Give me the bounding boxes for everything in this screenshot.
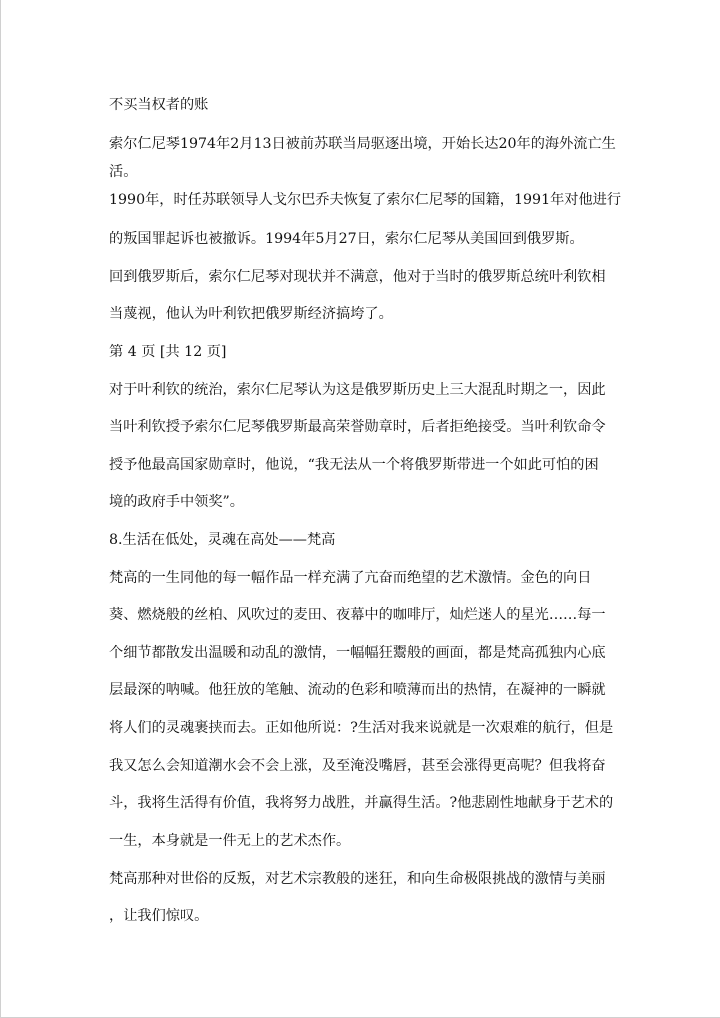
paragraph-line: ，让我们惊叹。 [109, 908, 209, 924]
paragraph-line: 活。 [109, 164, 138, 180]
paragraph-line: 当叶利钦授予索尔仁尼琴俄罗斯最高荣誉勋章时，后者拒绝接受。当叶利钦命令 [109, 419, 606, 435]
paragraph-line: 梵高那种对世俗的反叛，对艺术宗教般的迷狂，和向生命极限挑战的激情与美丽 [109, 871, 606, 887]
paragraph-line: 索尔仁尼琴1974年2月13日被前苏联当局驱逐出境，开始长达20年的海外流亡生 [109, 136, 616, 152]
paragraph-line: 1990年，时任苏联领导人戈尔巴乔夫恢复了索尔仁尼琴的国籍，1991年对他进行 [109, 192, 622, 208]
paragraph-line: 梵高的一生同他的每一幅作品一样充满了亢奋而绝望的艺术激情。金色的向日 [109, 570, 592, 586]
paragraph-line: 将人们的灵魂裹挟而去。正如他所说：?生活对我来说就是一次艰难的航行，但是 [109, 720, 614, 736]
paragraph-line: 回到俄罗斯后，索尔仁尼琴对现状并不满意，他对于当时的俄罗斯总统叶利钦相 [109, 269, 606, 285]
paragraph-line: 葵、燃烧般的丝柏、风吹过的麦田、夜幕中的咖啡厅，灿烂迷人的星光……每一 [109, 607, 606, 623]
paragraph-line: 层最深的呐喊。他狂放的笔触、流动的色彩和喷薄而出的热情，在凝神的一瞬就 [109, 682, 606, 698]
paragraph-line: 对于叶利钦的统治，索尔仁尼琴认为这是俄罗斯历史上三大混乱时期之一，因此 [109, 382, 606, 398]
page-number-label: 第 4 页 [共 12 页] [109, 344, 227, 360]
paragraph-line: 当蔑视，他认为叶利钦把俄罗斯经济搞垮了。 [109, 306, 393, 322]
paragraph-line: 斗，我将生活得有价值，我将努力战胜，并赢得生活。?他悲剧性地献身于艺术的 [109, 795, 614, 811]
paragraph-line: 个细节都散发出温暖和动乱的激情，一幅幅狂鬻般的画面，都是梵高孤独内心底 [109, 645, 606, 661]
paragraph-line: 授予他最高国家勋章时，他说，“我无法从一个将俄罗斯带进一个如此可怕的困 [109, 457, 599, 473]
section-heading-solzhenitsyn: 不买当权者的账 [109, 97, 209, 113]
paragraph-line: 一生，本身就是一件无上的艺术杰作。 [109, 833, 351, 849]
paragraph-line: 我又怎么会知道潮水会不会上涨，及至淹没嘴唇，甚至会涨得更高呢？但我将奋 [109, 758, 606, 774]
paragraph-line: 境的政府手中领奖”。 [109, 494, 244, 510]
paragraph-line: 的叛国罪起诉也被撤诉。1994年5月27日，索尔仁尼琴从美国回到俄罗斯。 [109, 231, 584, 247]
section-heading-van-gogh: 8.生活在低处，灵魂在高处——梵高 [109, 532, 336, 548]
